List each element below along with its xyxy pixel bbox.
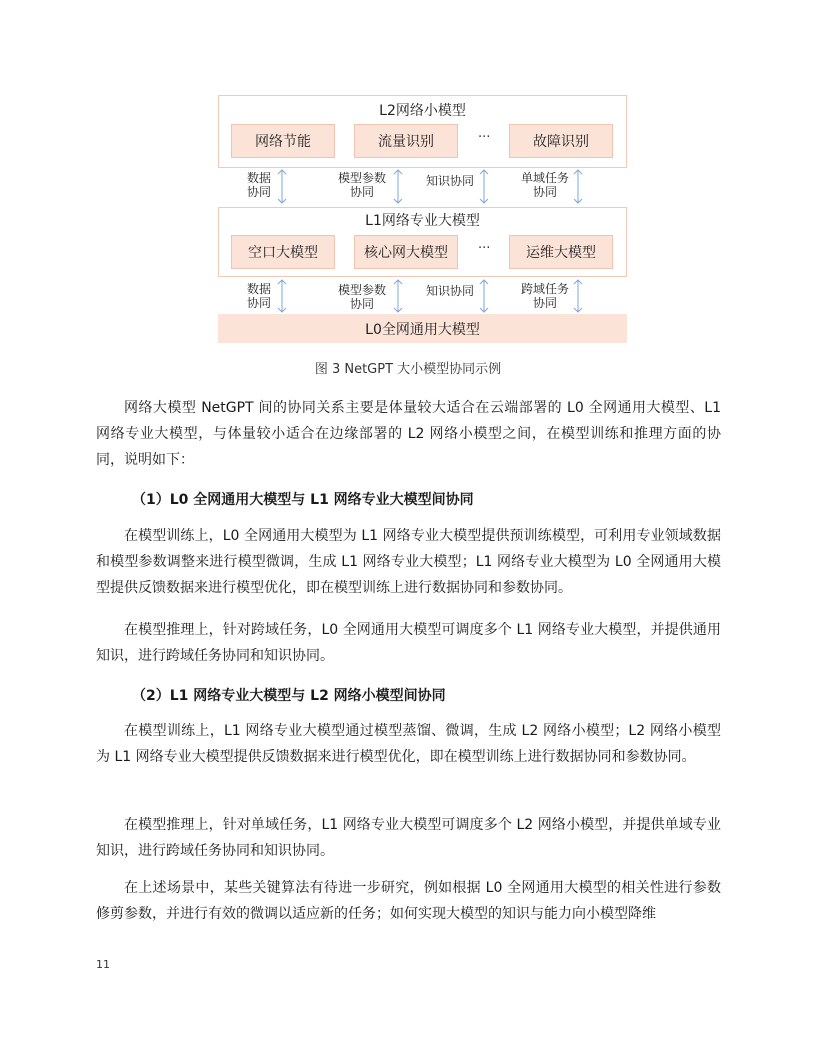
l0-base-layer: L0全网通用大模型 [218,314,627,343]
paragraph-l0-training: 在模型训练上，L0 全网通用大模型为 L1 网络专业大模型提供预训练模型，可利用专业领域数据和模型参数调整来进行模型微调，生成 L1 网络专业大模型；L1 网络专业大模型为 L0 全网通用大模型提供反馈数据来进行模型优化，即在模型训练上进行数据协同和参数协同。 [96,528,721,596]
l1-layer-title: L1网络专业大模型 [365,213,480,229]
figure-caption: 图 3 NetGPT 大小模型协同示例 [314,362,502,377]
section-heading-2: （2）L1 网络专业大模型与 L2 网络小模型间协同 [132,688,446,704]
upper-link-model-params: 模型参数 协同 [337,171,386,199]
collaboration-diagram [0,0,816,350]
l1-module-operations: 运维大模型 [509,235,613,269]
upper-link-knowledge: 知识协同 [425,174,474,188]
paragraph-l0-inference: 在模型推理上，针对跨域任务，L0 全网通用大模型可调度多个 L1 网络专业大模型，并提供通用知识，进行跨域任务协同和知识协同。 [96,622,721,664]
lower-link-knowledge: 知识协同 [425,284,474,298]
section-heading-1: （1）L0 全网通用大模型与 L1 网络专业大模型间协同 [132,492,474,508]
paragraph-l1-inference: 在模型推理上，针对单域任务，L1 网络专业大模型可调度多个 L2 网络小模型，并提供单域专业知识，进行跨域任务协同和知识协同。 [96,817,721,859]
lower-knowledge-arrow-icon [478,278,490,314]
l2-layer-title: L2网络小模型 [379,103,466,119]
lower-link-cross-domain-task: 跨域任务 协同 [520,282,569,310]
upper-model-params-arrow-icon [392,168,404,205]
l2-module-traffic-identification: 流量识别 [354,124,458,158]
lower-link-model-params: 模型参数 协同 [337,283,386,311]
lower-link-data: 数据 协同 [246,282,271,310]
upper-data-arrow-icon [276,168,288,205]
paragraph-intro: 网络大模型 NetGPT 间的协同关系主要是体量较大适合在云端部署的 L0 全网通用大模型、L1 网络专业大模型，与体量较小适合在边缘部署的 L2 网络小模型之间，在模型训练和推理方面的协同，说明如下： [96,400,721,468]
upper-knowledge-arrow-icon [478,168,490,205]
upper-task-arrow-icon [572,168,584,205]
paragraph-open-issues: 在上述场景中，某些关键算法有待进一步研究，例如根据 L0 全网通用大模型的相关性进行参数修剪参数，并进行有效的微调以适应新的任务；如何实现大模型的知识与能力向小模型降维 [96,880,721,922]
paragraph-l1-training: 在模型训练上，L1 网络专业大模型通过模型蒸馏、微调，生成 L2 网络小模型；L2 网络小模型为 L1 网络专业大模型提供反馈数据来进行模型优化，即在模型训练上进行数据协同和参数协同。 [96,723,721,765]
upper-link-data: 数据 协同 [246,171,271,199]
l2-module-fault-identification: 故障识别 [509,124,613,158]
lower-task-arrow-icon [572,278,584,314]
lower-model-params-arrow-icon [392,278,404,314]
l2-ellipsis: ··· [478,130,491,145]
upper-link-single-domain-task: 单域任务 协同 [520,171,569,199]
l1-module-air-interface: 空口大模型 [231,235,335,269]
l1-module-core-network: 核心网大模型 [354,235,458,269]
page-number: 11 [96,958,110,971]
l2-module-energy-saving: 网络节能 [231,124,335,158]
l1-ellipsis: ··· [478,241,491,256]
lower-data-arrow-icon [276,278,288,314]
